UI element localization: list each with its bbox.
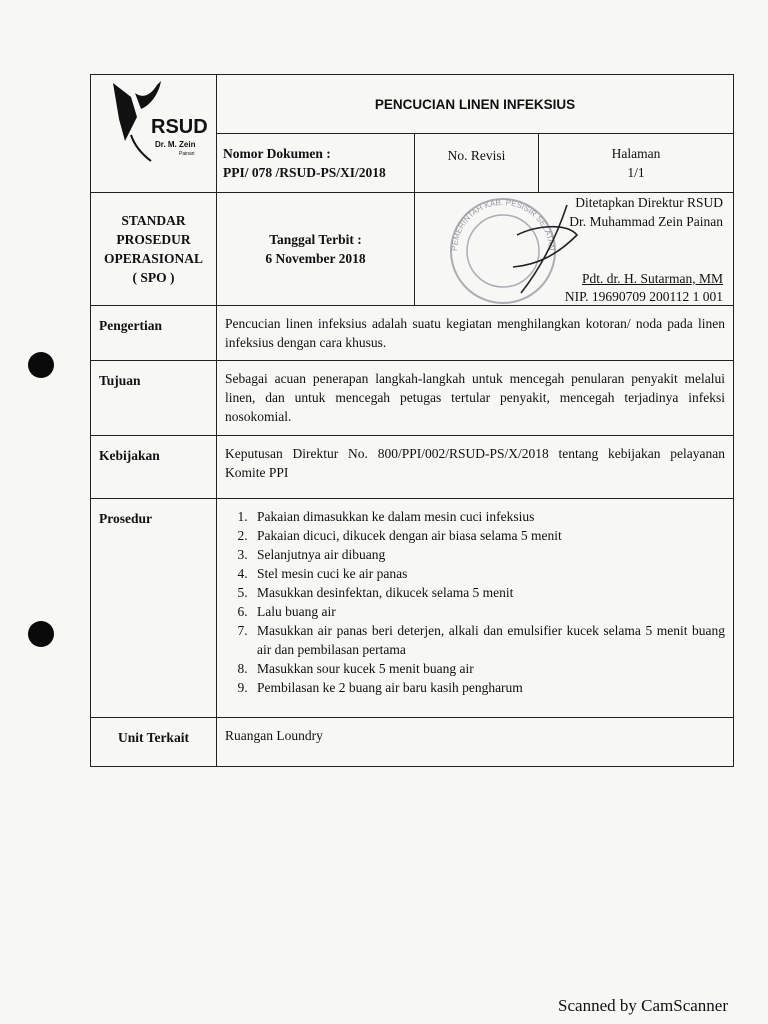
prosedur-step: 2. Pakaian dicuci, dikucek dengan air biasa selama 5 menit — [251, 526, 725, 545]
prosedur-step: 1. Pakaian dimasukkan ke dalam mesin cuci infeksius — [251, 507, 725, 526]
direktur-text: Dr. Muhammad Zein Painan — [569, 214, 724, 229]
prosedur-list — [225, 507, 725, 697]
signatory-nip: NIP. 19690709 200112 1 001 — [564, 289, 724, 304]
prosedur-step: 6. Lalu buang air — [251, 602, 725, 621]
nomor-value: PPI/ 078 /RSUD-PS/XI/2018 — [223, 165, 386, 180]
tanggal-cell — [217, 193, 415, 306]
tanggal-label: Tanggal Terbit : — [269, 232, 362, 247]
logo-brand: RSUD — [151, 116, 208, 138]
spo-line-1: STANDAR — [121, 213, 186, 228]
tanggal-value: 6 November 2018 — [265, 251, 366, 266]
prosedur-step: 9. Pembilasan ke 2 buang air baru kasih pengharum — [251, 678, 725, 697]
logo-cell — [91, 75, 217, 193]
spo-label-cell — [91, 193, 217, 306]
kebijakan-text: Keputusan Direktur No. 800/PPI/002/RSUD-PS/X/2018 tentang kebijakan pelayanan Komite PPI — [217, 436, 734, 499]
halaman-value: 1/1 — [627, 165, 645, 180]
unit-terkait-label: Unit Terkait — [91, 718, 217, 767]
unit-terkait-text: Ruangan Loundry — [217, 718, 734, 767]
spo-line-4: ( SPO ) — [132, 270, 175, 285]
doc-title: PENCUCIAN LINEN INFEKSIUS — [217, 75, 734, 134]
camscanner-watermark: Scanned by CamScanner — [558, 996, 728, 1015]
prosedur-step: 5. Masukkan desinfektan, dikucek selama 5 menit — [251, 583, 725, 602]
tujuan-text: Sebagai acuan penerapan langkah-langkah untuk mencegah penularan penyakit melalui linen, dan untuk mencegah petugas tertular penyakit, mencegah terjadinya infeksi nosokomial. — [217, 361, 734, 436]
revisi-label: No. Revisi — [447, 148, 506, 163]
binder-hole-bottom — [28, 621, 54, 647]
prosedur-step: 4. Stel mesin cuci ke air panas — [251, 564, 725, 583]
halaman-cell — [539, 134, 734, 193]
logo-subtitle: Dr. M. Zein — [155, 140, 196, 149]
kebijakan-label: Kebijakan — [91, 436, 217, 499]
spo-table — [90, 74, 734, 767]
signature-cell — [415, 193, 734, 306]
signatory-name: Pdt. dr. H. Sutarman, MM — [582, 271, 724, 286]
prosedur-step: 3. Selanjutnya air dibuang — [251, 545, 725, 564]
spo-line-3: OPERASIONAL — [103, 251, 203, 266]
logo-sub2: Painan — [179, 151, 195, 157]
revisi-cell — [415, 134, 539, 193]
prosedur-step: 8. Masukkan sour kucek 5 menit buang air — [251, 659, 725, 678]
halaman-label: Halaman — [611, 146, 661, 161]
prosedur-label: Prosedur — [91, 499, 217, 718]
binder-hole-top — [28, 352, 54, 378]
rsud-logo — [91, 75, 215, 183]
pengertian-label: Pengertian — [91, 306, 217, 361]
stamp-text: PEMERINTAH KAB. PESISIR SELATAN — [449, 197, 557, 252]
ditetapkan-text: Ditetapkan Direktur RSUD — [575, 195, 724, 210]
nomor-dokumen-cell — [217, 134, 415, 193]
prosedur-cell — [217, 499, 734, 718]
prosedur-step: 7. Masukkan air panas beri deterjen, alkali dan emulsifier kucek selama 5 menit buang air dan pembilasan pertama — [251, 621, 725, 659]
nomor-label: Nomor Dokumen : — [223, 146, 331, 161]
spo-line-2: PROSEDUR — [116, 232, 191, 247]
tujuan-label: Tujuan — [91, 361, 217, 436]
pengertian-text: Pencucian linen infeksius adalah suatu kegiatan menghilangkan kotoran/ noda pada linen infeksius dengan cara khusus. — [217, 306, 734, 361]
